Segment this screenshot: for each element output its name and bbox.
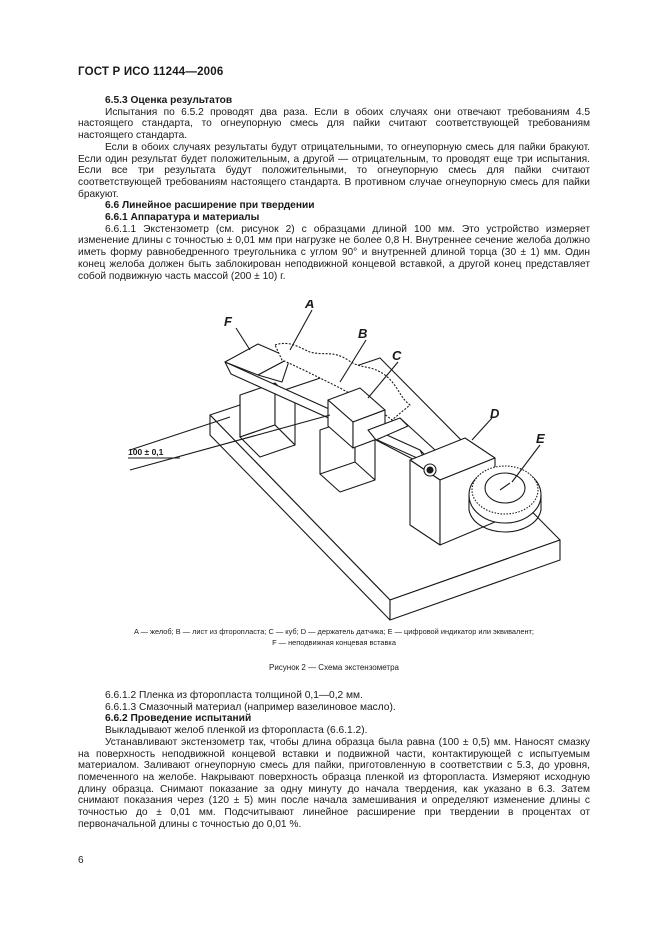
paragraph: Выкладывают желоб пленкой из фторопласта (6.6.1.2). — [105, 725, 368, 737]
extensometer-figure — [100, 300, 570, 625]
section-heading-6-6-2: 6.6.2 Проведение испытаний — [105, 713, 252, 725]
bottom-text-block — [78, 690, 590, 830]
label-f: F — [224, 314, 232, 329]
document-header: ГОСТ Р ИСО 11244—2006 — [78, 66, 224, 78]
paragraph: 6.6.1.3 Смазочный материал (например вазелиновое масло). — [105, 701, 396, 713]
section-heading-6-5-3: 6.5.3 Оценка результатов — [105, 95, 233, 106]
dimension-label: 100 ± 0,1 — [128, 447, 164, 457]
label-a: A — [305, 300, 315, 311]
figure-legend — [78, 626, 590, 648]
paragraph: Если в обоих случаях результаты будут отрицательными, то огнеупорную смесь для пайки бракуют. Если один результат будет положительным, а другой — отрицательным, то проводят еще три испытания. Если все три результата будут положительными, то огнеупорную смесь для пайки считают соответствующей требованиям настоящего стандарта. В противном случае огнеупорную смесь для пайки бракуют. — [78, 141, 590, 200]
top-text-block — [78, 95, 590, 282]
label-d: D — [490, 406, 500, 421]
label-e: E — [536, 431, 545, 446]
label-c: C — [392, 348, 402, 363]
paragraph: 6.6.1.1 Экстензометр (см. рисунок 2) с образцами длиной 100 мм. Это устройство измеряет изменение длины с точностью ± 0,01 мм при нагрузке не более 0,8 Н. Внутреннее сечение желоба должно иметь форму равнобедренного треугольника с углом 90° и внутренней длиной торца (30 ± 1) мм. Один конец желоба должен быть заблокирован неподвижной концевой вставкой, а другой конец представляет собой подвижную часть массой (200 ± 10) г. — [78, 223, 590, 282]
legend-line: F — неподвижная концевая вставка — [272, 638, 396, 647]
section-heading-6-6: 6.6 Линейное расширение при твердении — [105, 200, 315, 212]
paragraph: Испытания по 6.5.2 проводят два раза. Если в обоих случаях они отвечают требованиям 4.5 настоящего стандарта, то огнеупорную смесь для пайки считают соответствующей требованиям настоящего стандарта. — [78, 106, 590, 142]
figure-title: Рисунок 2 — Схема экстензометра — [269, 663, 399, 672]
leader-line-a — [290, 310, 312, 350]
paragraph: 6.6.1.2 Пленка из фторопласта толщиной 0,1—0,2 мм. — [105, 690, 363, 701]
page-number: 6 — [78, 855, 84, 866]
leader-line-f — [236, 328, 250, 350]
leader-line-d — [472, 418, 492, 440]
label-b: B — [358, 326, 368, 341]
legend-line: A — желоб; B — лист из фторопласта; C — куб; D — держатель датчика; E — цифровой индикатор или эквивалент; — [134, 627, 534, 636]
paragraph: Устанавливают экстензометр так, чтобы длина образца была равна (100 ± 0,5) мм. Наносят смазку на поверхность неподвижной концевой вставки и подвижной части, контактирующей с испытуемым материалом. Заливают огнеупорную смесь для пайки, приготовленную в соответствии с 5.3, до уровня, помеченного на желобе. Накрывают поверхность образца пленкой из фторопласта. Измеряют исходную длину образца. Снимают показание за одну минуту до начала твердения, как указано в 6.3. Затем снимают показания через (120 ± 5) мин после начала замешивания и определяют изменение длины с точностью до ± 0,01 мм. Подсчитывают линейное расширение при твердении в процентах от первоначальной длины с точностью до 0,01 %. — [78, 736, 590, 830]
section-heading-6-6-1: 6.6.1 Аппаратура и материалы — [105, 212, 260, 224]
